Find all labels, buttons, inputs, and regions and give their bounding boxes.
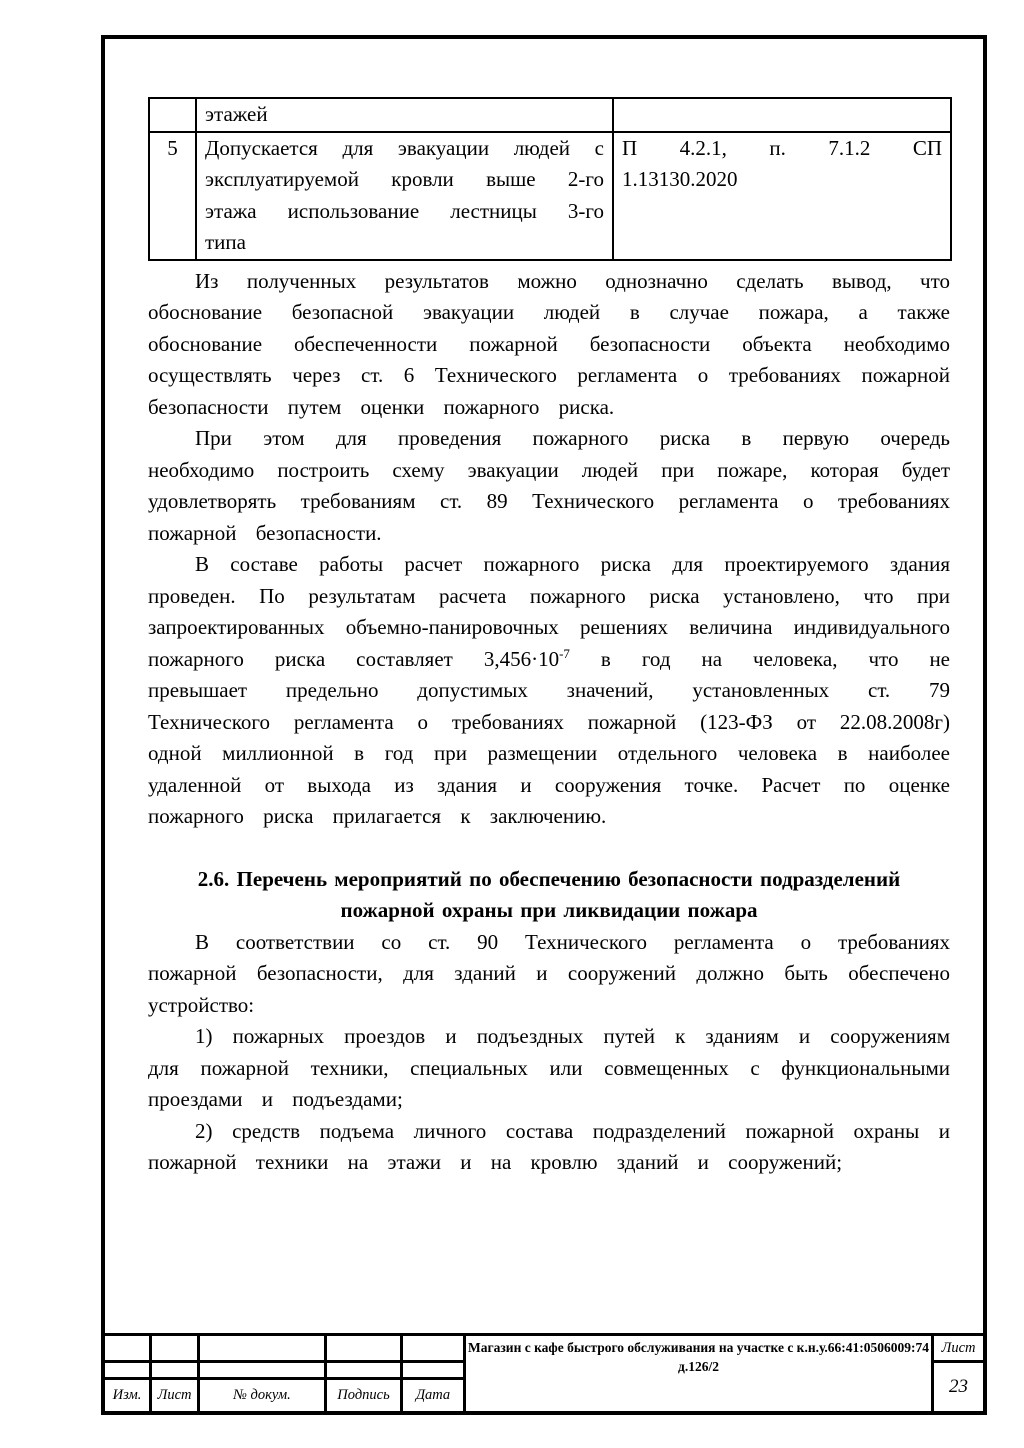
revision-cell	[105, 1336, 149, 1360]
revision-cell	[403, 1363, 463, 1377]
row-number-cell	[149, 98, 196, 132]
label-izm: Изм.	[105, 1380, 149, 1411]
paragraph-conclusion: Из полученных результатов можно однозначно сделать вывод, что обоснование безопасной эвакуации людей в случае пожара, а также обоснование обеспеченности пожарной безопасности объекта необходимо осуществлять через ст. 6 Технического регламента о требованиях пожарной безопасности путем оценки пожарного риска.	[148, 268, 950, 419]
label-dokum: № докум.	[200, 1380, 324, 1411]
basis-cell	[613, 98, 951, 132]
requirement-cell: Допускается для эвакуации людей с эксплуатируемой кровли выше 2-го этажа использование лестницы 3-го типа	[196, 132, 613, 260]
revision-cell	[403, 1336, 463, 1360]
title-block	[105, 1333, 983, 1411]
revision-cell	[327, 1363, 400, 1377]
revision-cell	[152, 1363, 197, 1377]
list-item: 1) пожарных проездов и подъездных путей к зданиям и сооружениям для пожарной техники, специальных или совмещенных с функциональными проездами и подъездами;	[148, 1024, 950, 1111]
revision-cell	[200, 1363, 324, 1377]
label-list: Лист	[152, 1380, 197, 1411]
risk-exponent: -7	[559, 645, 570, 661]
requirement-cell: этажей	[196, 98, 613, 132]
list-item: 2) средств подъема личного состава подразделений пожарной охраны и пожарной техники на этажи и на кровлю зданий и сооружений;	[148, 1118, 950, 1174]
label-data: Дата	[403, 1380, 463, 1411]
sheet-number: 23	[934, 1363, 983, 1411]
basis-cell	[613, 132, 951, 260]
revision-cell	[200, 1336, 324, 1360]
section-heading: 2.6. Перечень мероприятий по обеспечению безопасности подразделений пожарной охраны при ликвидации пожара	[197, 866, 901, 922]
risk-text-before: В составе работы расчет пожарного риска для проектируемого здания проведен. По результатам расчета пожарного риска установлено, что при запроектированных объемно-панировочных решениях величина индивидуального пожарного риска составляет 3,456·10	[148, 552, 950, 671]
paragraph-risk-calculation	[148, 549, 950, 833]
basis-norm-ref: П 4.2.1, п. 7.1.2 СП	[622, 135, 942, 160]
table-row	[149, 132, 951, 260]
risk-text-after: в год на человека, что не превышает предельно допустимых значений, установленных ст. 79 Технического регламента о требованиях пожарной (123-ФЗ от 22.08.2008г) одной миллионной в год при размещении отдельного человека в наиболее удаленной от выхода из здания и сооружения точке. Расчет по оценке пожарного риска прилагается к заключению.	[148, 646, 950, 828]
revision-cell	[152, 1336, 197, 1360]
label-podpis: Подпись	[327, 1380, 400, 1411]
sheet-label: Лист	[934, 1336, 983, 1360]
project-title: Магазин с кафе быстрого обслуживания на участке с к.н.у.66:41:0506009:74 д.126/2	[466, 1336, 931, 1411]
table-row	[149, 98, 951, 132]
requirements-table	[148, 97, 952, 261]
paragraph-section-intro: В соответствии со ст. 90 Технического регламента о требованиях пожарной безопасности, для зданий и сооружений должно быть обеспечено устройство:	[148, 929, 950, 1017]
drawing-frame	[101, 35, 987, 1415]
sheet-content	[148, 97, 950, 1179]
revision-cell	[105, 1363, 149, 1377]
paragraph-evacuation-scheme: При этом для проведения пожарного риска в первую очередь необходимо построить схему эвакуации людей при пожаре, которая будет удовлетворять требованиям ст. 89 Технического регламента о требованиях пожарной безопасности.	[148, 426, 950, 545]
row-number-cell: 5	[149, 132, 196, 260]
basis-norm-number: 1.13130.2020	[622, 167, 738, 191]
revision-cell	[327, 1336, 400, 1360]
